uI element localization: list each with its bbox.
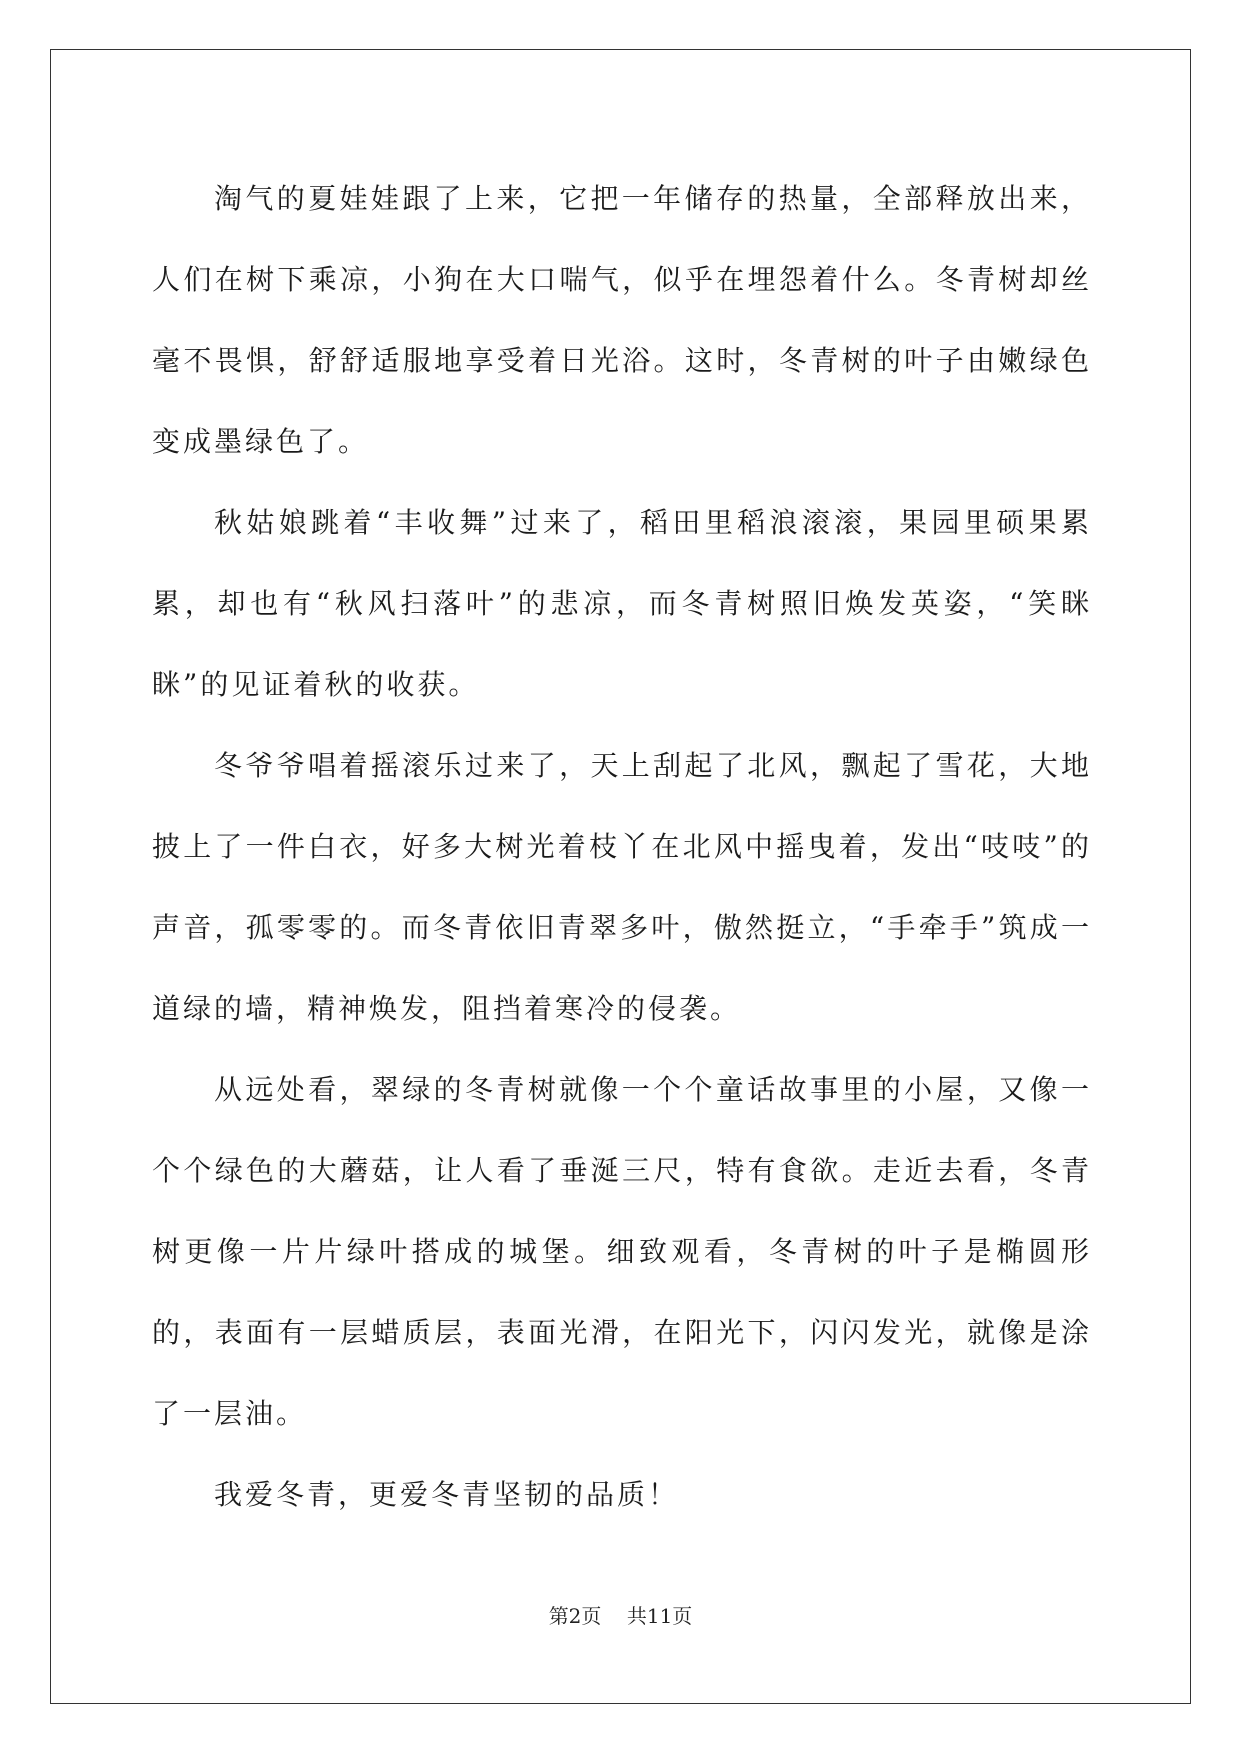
paragraph-winter: 冬爷爷唱着摇滚乐过来了，天上刮起了北风，飘起了雪花，大地披上了一件白衣，好多大树光着枝丫在北风中摇曳着，发出“吱吱”的声音，孤零零的。而冬青依旧青翠多叶，傲然挺立，“手牵手”筑成一道绿的墙，精神焕发，阻挡着寒冷的侵袭。 xyxy=(152,749,1092,1025)
page-footer xyxy=(0,1600,1241,1629)
page-total: 共11页 xyxy=(626,1604,693,1628)
paragraph-autumn: 秋姑娘跳着“丰收舞”过来了，稻田里稻浪滚滚，果园里硕果累累，却也有“秋风扫落叶”的悲凉，而冬青树照旧焕发英姿，“笑眯眯”的见证着秋的收获。 xyxy=(152,506,1092,701)
paragraph-summer: 淘气的夏娃娃跟了上来，它把一年储存的热量，全部释放出来，人们在树下乘凉，小狗在大口喘气，似乎在埋怨着什么。冬青树却丝毫不畏惧，舒舒适服地享受着日光浴。这时，冬青树的叶子由嫩绿色变成墨绿色了。 xyxy=(152,182,1092,458)
paragraph-description: 从远处看，翠绿的冬青树就像一个个童话故事里的小屋，又像一个个绿色的大蘑菇，让人看了垂涎三尺，特有食欲。走近去看，冬青树更像一片片绿叶搭成的城堡。细致观看，冬青树的叶子是椭圆形的，表面有一层蜡质层，表面光滑，在阳光下，闪闪发光，就像是涂了一层油。 xyxy=(152,1073,1092,1430)
document-body xyxy=(152,158,1092,1535)
paragraph-conclusion: 我爱冬青，更爱冬青坚韧的品质！ xyxy=(214,1478,680,1511)
page-number: 第2页 xyxy=(548,1604,602,1628)
